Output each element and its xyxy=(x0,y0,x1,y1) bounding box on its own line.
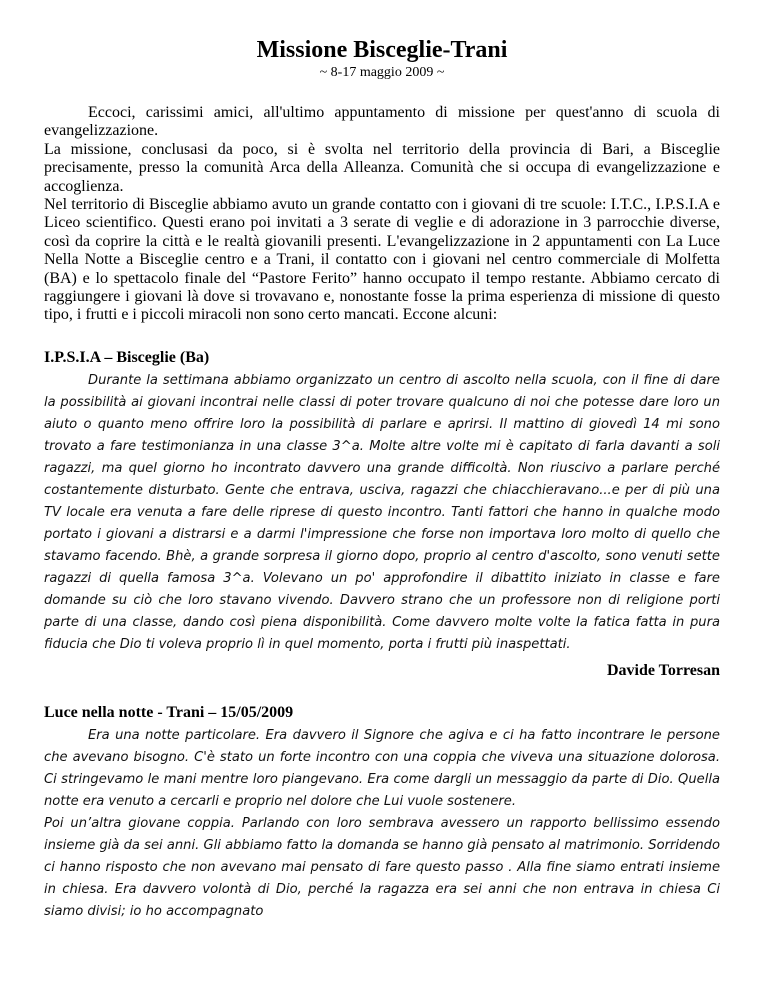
document-date-range: ~ 8-17 maggio 2009 ~ xyxy=(319,65,445,80)
intro-paragraph: Eccoci, carissimi amici, all'ultimo appuntamento di missione per quest'anno di scuola di evangelizzazione. xyxy=(44,104,720,140)
intro-text xyxy=(44,104,720,325)
testimony-paragraph: Era una notte particolare. Era davvero il Signore che agiva e ci ha fatto incontrare le persone che avevano bisogno. C'è stato un forte incontro con una coppia che viveva una situazione dolorosa. Ci stringevamo le mani mentre loro piangevano. Era come dargli un messaggio da parte di Dio. Quella notte era venuto a cercarli e proprio nel dolore che Lui vuole sostenere. xyxy=(44,727,720,809)
section-body-luce-nella-notte xyxy=(44,725,720,923)
section-heading-ipsia: I.P.S.I.A – Bisceglie (Ba) xyxy=(44,348,210,366)
testimony-paragraph: Poi un’altra giovane coppia. Parlando con loro sembrava avessero un rapporto bellissimo essendo insieme già da sei anni. Gli abbiamo fatto la domanda se hanno già pensato al matrimonio. Sorridendo ci hanno risposto che non avevano mai pensato di fare questo passo . Alla fine siamo entrati insieme in chiesa. Era davvero volontà di Dio, perché la ragazza era sei anni che non entrava in chiesa Ci siamo divisi; io ho accompagnato xyxy=(44,815,720,919)
author-signature: Davide Torresan xyxy=(606,661,720,679)
intro-paragraph: La missione, conclusasi da poco, si è svolta nel territorio della provincia di Bari, a Bisceglie precisamente, presso la comunità Arca della Alleanza. Comunità che si occupa di evangelizzazione e accoglienza. xyxy=(44,140,720,195)
testimony-paragraph: Durante la settimana abbiamo organizzato un centro di ascolto nella scuola, con il fine di dare la possibilità ai giovani incontrai nelle classi di poter trovare qualcuno di noi che potesse dare loro un aiuto o quanto meno offrire loro la possibilità di parlare e aprirsi. Il mattino di giovedì 14 mi sono trovato a fare testimonianza in una classe 3^a. Molte altre volte mi è capitato di farla davanti a soli ragazzi, ma quel giorno ho incontrato davvero una grande difficoltà. Non riuscivo a parlare perché costantemente disturbato. Gente che entrava, usciva, ragazzi che chiacchieravano...e per di più una TV locale era venuta a fare delle riprese di questo incontro. Tanti fattori che hanno in qualche modo portato i giovani a distrarsi e a darmi l'impressione che forse non importava loro molto di quello che stavamo facendo. Bhè, a grande sorpresa il giorno dopo, proprio al centro d'ascolto, sono venuti sette ragazzi di quella famosa 3^a. Volevano un po' approfondire il dibattito iniziato in classe e fare domande su ciò che loro stavano vivendo. Davvero strano che un professore non di religione porti parte di una classe, dando così piena disponibilità. Come davvero molte volte la fatica fatta in pura fiducia che Dio ti voleva proprio lì in quel momento, porta i frutti più inaspettati. xyxy=(44,372,720,652)
document-title: Missione Bisceglie-Trani xyxy=(256,37,508,63)
section-heading-luce-nella-notte: Luce nella notte - Trani – 15/05/2009 xyxy=(44,703,294,721)
section-body-ipsia xyxy=(44,370,720,656)
intro-paragraph: Nel territorio di Bisceglie abbiamo avuto un grande contatto con i giovani di tre scuole: I.T.C., I.P.S.I.A e Liceo scientifico. Questi erano poi invitati a 3 serate di veglie e di adorazione in 3 parrocchie diverse, così da coprire la città e le realtà giovanili presenti. L'evangelizzazione in 2 appuntamenti con La Luce Nella Notte a Bisceglie centro e a Trani, il contatto con i giovani nel centro commerciale di Molfetta (BA) e lo spettacolo finale del “Pastore Ferito” hanno occupato il tempo restante. Abbiamo cercato di raggiungere i giovani là dove si trovavano e, nonostante fosse la prima esperienza di missione di questo tipo, i frutti e i piccoli miracoli non sono certo mancati. Eccone alcuni: xyxy=(44,196,720,324)
